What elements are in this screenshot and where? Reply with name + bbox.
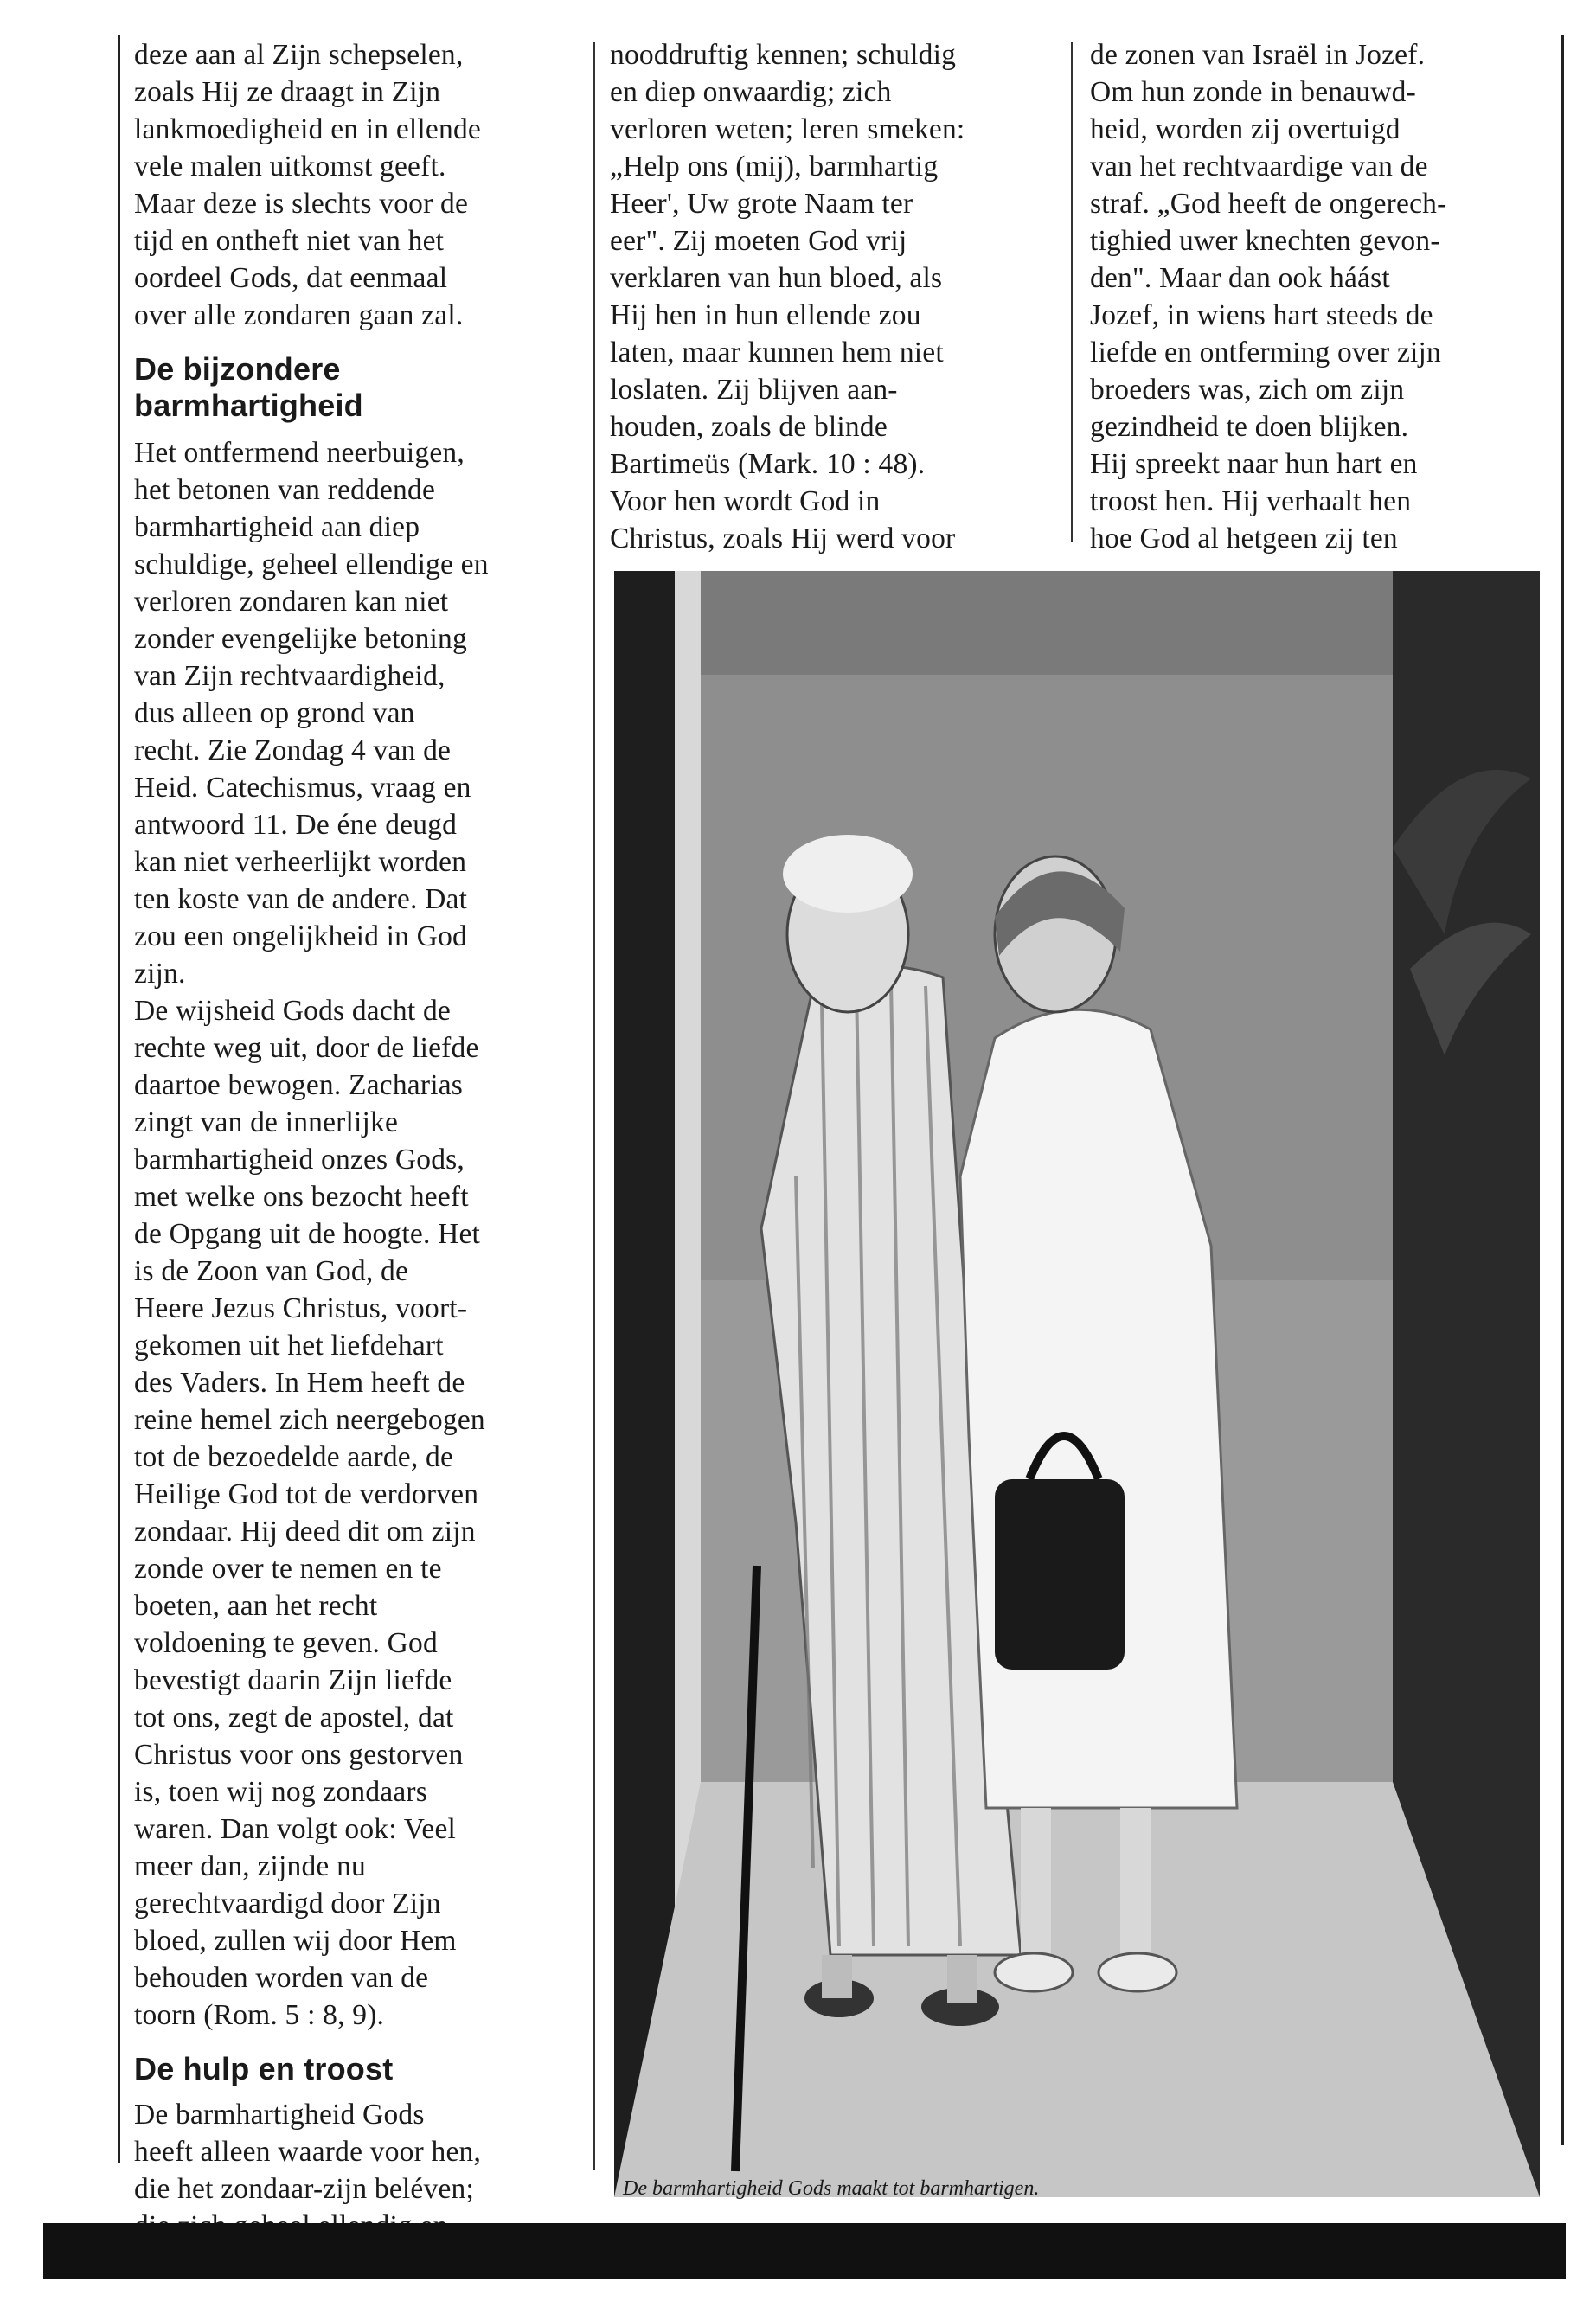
text-line: houden, zoals de blinde [610, 411, 888, 443]
text-line: bloed, zullen wij door Hem [134, 1925, 457, 1957]
text-line: over alle zondaren gaan zal. [134, 299, 464, 331]
text-line: toorn (Rom. 5 : 8, 9). [134, 1999, 385, 2031]
text-line: vele malen uitkomst geeft. [134, 151, 446, 183]
text-line: antwoord 11. De éne deugd [134, 809, 458, 841]
text-line: des Vaders. In Hem heeft de [134, 1367, 465, 1399]
text-line: tot de bezoedelde aarde, de [134, 1441, 454, 1473]
text-line: tighied uwer knechten gevon- [1090, 225, 1440, 257]
text-line: gezindheid te doen blijken. [1090, 411, 1409, 443]
text-line: Om hun zonde in benauwd- [1090, 76, 1416, 108]
text-line: die het zondaar-zijn beléven; [134, 2173, 474, 2205]
text-line: Jozef, in wiens hart steeds de [1090, 299, 1433, 331]
page-border-left [118, 35, 120, 2163]
text-line: tot ons, zegt de apostel, dat [134, 1702, 454, 1734]
text-line: Bartimeüs (Mark. 10 : 48). [610, 448, 926, 480]
text-line: oordeel Gods, dat eenmaal [134, 262, 448, 294]
text-line: straf. „God heeft de ongerech- [1090, 188, 1447, 220]
text-line: bevestigt daarin Zijn liefde [134, 1664, 452, 1696]
column-left [134, 36, 584, 2245]
text-line: Heer', Uw grote Naam ter [610, 188, 913, 220]
text-line: is, toen wij nog zondaars [134, 1776, 428, 1808]
text-line: reine hemel zich neergebogen [134, 1404, 485, 1436]
text-line: „Help ons (mij), barmhartig [610, 151, 939, 183]
text-line: loslaten. Zij blijven aan- [610, 374, 898, 406]
text-line: zingt van de innerlijke [134, 1106, 399, 1138]
text-line: troost hen. Hij verhaalt hen [1090, 485, 1412, 517]
text-line: liefde en ontferming over zijn [1090, 336, 1441, 369]
text-line: de zonen van Israël in Jozef. [1090, 39, 1426, 71]
text-line: Maar deze is slechts voor de [134, 188, 469, 220]
section-heading-bijzondere [134, 351, 584, 424]
text-line: verklaren van hun bloed, als [610, 262, 943, 294]
text-line: verloren zondaren kan niet [134, 586, 449, 618]
text-line: Heilige God tot de verdorven [134, 1478, 479, 1510]
text-line: waren. Dan volgt ook: Veel [134, 1813, 457, 1845]
text-line: behouden worden van de [134, 1962, 429, 1994]
text-line: zonde over te nemen en te [134, 1553, 442, 1585]
text-line: rechte weg uit, door de liefde [134, 1032, 479, 1064]
text-line: zonder evengelijke betoning [134, 623, 467, 655]
text-line: de Opgang uit de hoogte. Het [134, 1218, 481, 1250]
text-line: ten koste van de andere. Dat [134, 883, 468, 915]
heading-line: barmhartigheid [134, 388, 363, 423]
text-line: gekomen uit het liefdehart [134, 1330, 444, 1362]
text-line: Het ontfermend neerbuigen, [134, 437, 465, 469]
text-line: deze aan al Zijn schepselen, [134, 39, 464, 71]
text-line: Christus voor ons gestorven [134, 1739, 464, 1771]
left-mid-paragraph [134, 434, 584, 2034]
text-line: en diep onwaardig; zich [610, 76, 892, 108]
text-line: zoals Hij ze draagt in Zijn [134, 76, 441, 108]
column-rule-1 [593, 42, 595, 2170]
text-line: Voor hen wordt God in [610, 485, 881, 517]
footer-bar [43, 2223, 1566, 2279]
text-line: zondaar. Hij deed dit om zijn [134, 1516, 476, 1548]
text-line: tijd en ontheft niet van het [134, 225, 445, 257]
section-heading-hulp [134, 2051, 584, 2087]
text-line: boeten, aan het recht [134, 1590, 378, 1622]
text-line: verloren weten; leren smeken: [610, 113, 965, 145]
text-line: De barmhartigheid Gods [134, 2099, 425, 2131]
text-line: van Zijn rechtvaardigheid, [134, 660, 445, 692]
text-line: laten, maar kunnen hem niet [610, 336, 944, 369]
heading-line: De hulp en troost [134, 2051, 394, 2086]
text-line: dus alleen op grond van [134, 697, 415, 729]
text-line: het betonen van reddende [134, 474, 436, 506]
text-line: nooddruftig kennen; schuldig [610, 39, 957, 71]
left-top-paragraph [134, 36, 584, 334]
column-rule-2 [1071, 42, 1073, 542]
text-line: De wijsheid Gods dacht de [134, 995, 451, 1027]
text-line: lankmoedigheid en in ellende [134, 113, 481, 145]
text-line: den". Maar dan ook háást [1090, 262, 1390, 294]
text-line: Heere Jezus Christus, voort- [134, 1292, 468, 1324]
text-line: Christus, zoals Hij werd voor [610, 522, 956, 554]
text-line: zou een ongelijkheid in God [134, 920, 467, 952]
photo-elderly-woman-and-nurse [614, 571, 1540, 2197]
text-line: heid, worden zij overtuigd [1090, 113, 1401, 145]
column-right [1090, 36, 1557, 557]
text-line: zijn. [134, 958, 186, 990]
text-line: kan niet verheerlijkt worden [134, 846, 467, 878]
text-line: daartoe bewogen. Zacharias [134, 1069, 464, 1101]
text-line: eer". Zij moeten God vrij [610, 225, 907, 257]
text-line: is de Zoon van God, de [134, 1255, 409, 1287]
text-line: Hij spreekt naar hun hart en [1090, 448, 1418, 480]
text-line: schuldige, geheel ellendige en [134, 548, 489, 580]
text-line: voldoening te geven. God [134, 1627, 438, 1659]
text-line: gerechtvaardigd door Zijn [134, 1888, 441, 1920]
text-line: Heid. Catechismus, vraag en [134, 772, 471, 804]
column-middle [610, 36, 1064, 557]
text-line: barmhartigheid onzes Gods, [134, 1144, 465, 1176]
text-line: heeft alleen waarde voor hen, [134, 2136, 482, 2168]
text-line: barmhartigheid aan diep [134, 511, 420, 543]
text-line: meer dan, zijnde nu [134, 1850, 366, 1882]
page-border-right [1561, 35, 1564, 2145]
text-line: met welke ons bezocht heeft [134, 1181, 469, 1213]
text-line: Hij hen in hun ellende zou [610, 299, 921, 331]
text-line: hoe God al hetgeen zij ten [1090, 522, 1398, 554]
text-line: broeders was, zich om zijn [1090, 374, 1405, 406]
photo-caption: De barmhartigheid Gods maakt tot barmhartigen. [623, 2177, 1040, 2200]
text-line: recht. Zie Zondag 4 van de [134, 734, 452, 766]
text-line: van het rechtvaardige van de [1090, 151, 1428, 183]
heading-line: De bijzondere [134, 351, 341, 387]
